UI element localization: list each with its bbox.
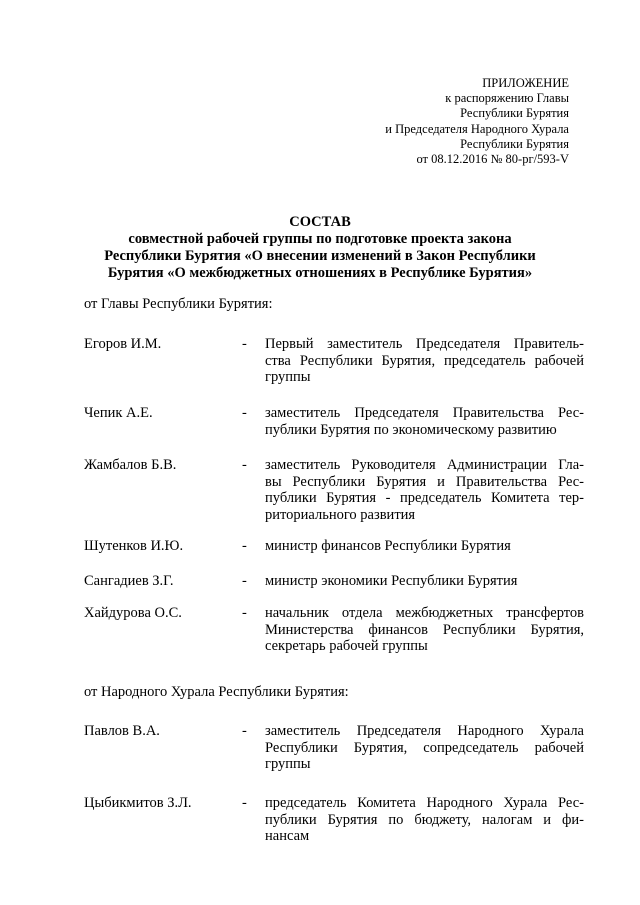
member-role-line: заместитель Председателя Народного Хурала xyxy=(265,723,584,739)
member-dash: - xyxy=(242,336,247,352)
member-role xyxy=(265,336,584,386)
member-role-line: Министерства финансов Республики Бурятия, xyxy=(265,621,584,638)
title-line: Республики Бурятия «О внесении изменений в Закон Республики xyxy=(104,248,536,264)
member-role-line: председатель Комитета Народного Хурала Рес- xyxy=(265,795,584,811)
member-role xyxy=(265,538,584,555)
member-role-line: ства Республики Бурятия, председатель рабочей xyxy=(265,352,584,369)
member-role-line: Первый заместитель Председателя Правитель- xyxy=(265,336,584,352)
member-dash: - xyxy=(242,405,247,421)
member-role-line: публики Бурятия по экономическому развитию xyxy=(265,421,557,438)
member-role-line: начальник отдела межбюджетных трансфертов xyxy=(265,605,584,621)
member-dash: - xyxy=(242,538,247,554)
appendix-line: от 08.12.2016 № 80-рг/593-V xyxy=(416,152,569,167)
member-role-line: группы xyxy=(265,369,311,385)
member-dash: - xyxy=(242,573,247,589)
member-role-line: Республики Бурятия, сопредседатель рабочей xyxy=(265,739,584,756)
member-role-line: публики Бурятия - председатель Комитета тер- xyxy=(265,490,584,506)
section-heading: от Народного Хурала Республики Бурятия: xyxy=(84,684,349,700)
appendix-block xyxy=(385,76,569,167)
member-role xyxy=(265,605,584,655)
member-role-line: риториального развития xyxy=(265,506,416,523)
member-role-line: группы xyxy=(265,756,311,772)
member-role xyxy=(265,795,584,845)
member-role-line: министр экономики Республики Бурятия xyxy=(265,573,518,589)
title-line: Бурятия «О межбюджетных отношениях в Республике Бурятия» xyxy=(107,265,533,281)
appendix-line: Республики Бурятия xyxy=(460,136,569,151)
member-dash: - xyxy=(242,605,247,621)
member-name: Цыбикмитов З.Л. xyxy=(84,795,192,811)
document-title xyxy=(0,214,640,282)
member-name: Сангадиев З.Г. xyxy=(84,573,174,589)
title-line: совместной рабочей группы по подготовке проекта закона xyxy=(128,231,512,247)
member-role-line: секретарь рабочей группы xyxy=(265,638,428,654)
member-name: Шутенков И.Ю. xyxy=(84,538,184,554)
appendix-line: Республики Бурятия xyxy=(460,106,569,121)
member-role-line: нансам xyxy=(265,828,310,844)
member-dash: - xyxy=(242,457,247,473)
appendix-line: ПРИЛОЖЕНИЕ xyxy=(482,76,569,90)
member-role-line: заместитель Председателя Правительства Рес- xyxy=(265,405,584,421)
member-role-line: вы Республики Бурятия и Правительства Рес- xyxy=(265,473,584,490)
section-heading: от Главы Республики Бурятия: xyxy=(84,296,273,312)
appendix-line: к распоряжению Главы xyxy=(445,91,569,106)
member-name: Чепик А.Е. xyxy=(84,405,153,421)
member-role-line: заместитель Руководителя Администрации Гла- xyxy=(265,457,584,473)
member-role xyxy=(265,723,584,773)
member-role xyxy=(265,405,584,438)
member-name: Жамбалов Б.В. xyxy=(84,457,177,473)
member-dash: - xyxy=(242,795,247,811)
appendix-line: и Председателя Народного Хурала xyxy=(385,121,569,136)
member-dash: - xyxy=(242,723,247,739)
member-name: Хайдурова О.С. xyxy=(84,605,182,621)
member-name: Егоров И.М. xyxy=(84,336,162,352)
member-role-line: публики Бурятия по бюджету, налогам и фи- xyxy=(265,811,584,828)
member-role-line: министр финансов Республики Бурятия xyxy=(265,538,511,554)
member-role xyxy=(265,573,584,590)
member-name: Павлов В.А. xyxy=(84,723,160,739)
title-line: СОСТАВ xyxy=(289,214,351,230)
member-role xyxy=(265,457,584,523)
